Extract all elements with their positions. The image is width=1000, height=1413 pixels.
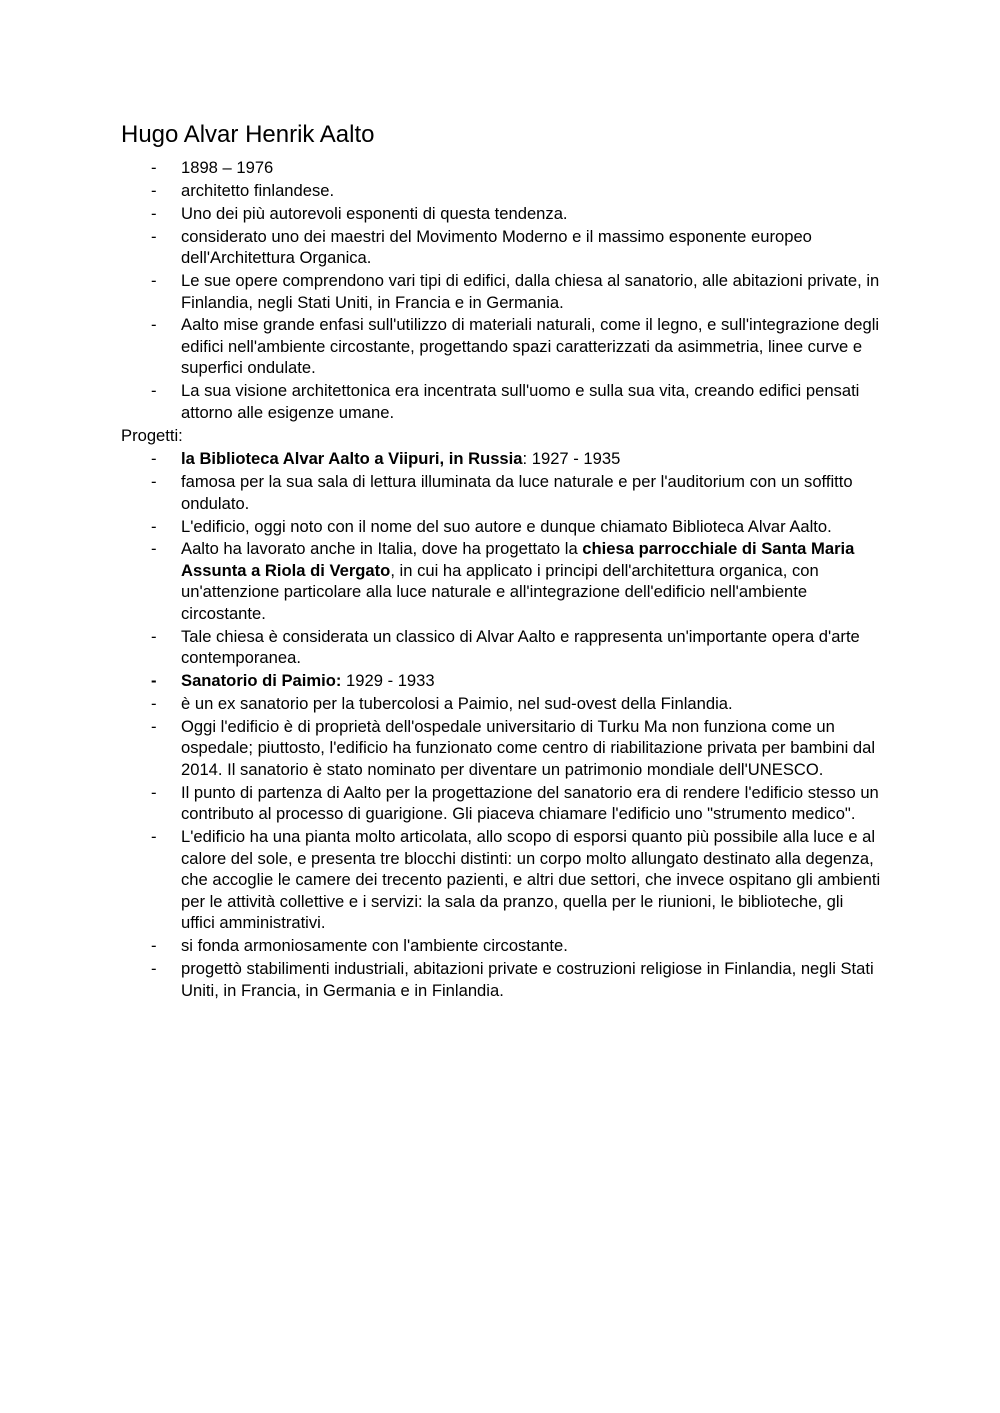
dash-bullet: - [151,180,157,200]
dash-bullet: - [151,782,157,802]
paimio-title: Sanatorio di Paimio: [181,671,342,691]
document-page [121,118,891,1002]
projects-heading: Progetti: [121,425,183,445]
list-item: - L'edificio ha una pianta molto articolata, allo scopo di esporsi quanto più possibile alla luce e al calore del sole, e presenta tre blocchi distinti: un corpo molto allungato destinato alla degenza, che accoglie le camere dei trecento pazienti, e altri due settori, che invece ospitano gli ambienti per le attività collettive e i servizi: la sala da pranzo, quella per le riunioni, le biblioteche, gli uffici amministrativi. [151,827,881,933]
dash-bullet: - [151,716,157,736]
list-item: - Uno dei più autorevoli esponenti di questa tendenza. [151,203,568,223]
library-title: la Biblioteca Alvar Aalto a Viipuri, in Russia [181,449,523,469]
dash-bullet: - [151,827,157,847]
dash-bullet: - [151,694,157,714]
dash-bullet: - [151,516,157,536]
list-item: - La sua visione architettonica era incentrata sull'uomo e sulla sua vita, creando edifici pensati attorno alle esigenze umane. [151,381,860,422]
list-item-italy: - Aalto ha lavorato anche in Italia, dove ha progettato la chiesa parrocchiale di Santa Maria Assunta a Riola di Vergato, in cui ha applicato i principi dell'architettura organica, con un'attenzione particolare alla luce naturale e all'integrazione dell'edificio nell'ambiente circostante. [151,539,855,623]
document-title: Hugo Alvar Henrik Aalto [121,121,375,148]
dash-bullet: - [151,449,157,469]
list-item-paimio [121,670,881,692]
list-item: - è un ex sanatorio per la tubercolosi a Paimio, nel sud-ovest della Finlandia. [151,694,733,714]
projects-list [121,448,891,1001]
list-item: - Le sue opere comprendono vari tipi di edifici, dalla chiesa al sanatorio, alle abitazioni private, in Finlandia, negli Stati Uniti, in Francia e in Germania. [151,271,880,312]
dash-bullet: - [151,936,157,956]
church-title: chiesa parrocchiale di Santa Maria Assunta a Riola di Vergato [181,539,855,580]
list-item-library [121,448,881,470]
list-item: - architetto finlandese. [151,180,335,200]
list-item: - Aalto mise grande enfasi sull'utilizzo di materiali naturali, come il legno, e sull'integrazione degli edifici nell'ambiente circostante, progettando spazi caratterizzati da asimmetria, linee curve e superfici ondulate. [151,315,880,378]
dash-bullet: - [151,626,157,646]
dash-bullet: - [151,381,157,401]
dash-bullet: - [151,271,157,291]
dash-bullet: - [151,959,157,979]
dash-bullet: - [151,315,157,335]
dash-bullet: - [151,203,157,223]
dash-bullet: - [151,158,157,177]
list-item: - considerato uno dei maestri del Movimento Moderno e il massimo esponente europeo dell'Architettura Organica. [151,226,812,268]
dash-bullet: - [151,671,157,691]
list-item: - Tale chiesa è considerata un classico di Alvar Aalto e rappresenta un'importante opera d'arte contemporanea. [151,626,860,668]
list-item: - Oggi l'edificio è di proprietà dell'ospedale universitario di Turku Ma non funziona come un ospedale; piuttosto, l'edificio ha funzionato come centro di riabilitazione privata per bambini dal 2014. Il sanatorio è stato nominato per diventare un patrimonio mondiale dell'UNESCO. [151,716,876,779]
list-item: - Il punto di partenza di Aalto per la progettazione del sanatorio era di rendere l'edificio stesso un contributo al processo di guarigione. Gli piaceva chiamare l'edificio uno "strumento medico". [151,782,879,824]
list-item: - progettò stabilimenti industriali, abitazioni private e costruzioni religiose in Finlandia, negli Stati Uniti, in Francia, in Germania e in Finlandia. [151,959,874,1000]
library-dates: : 1927 - 1935 [522,449,621,469]
list-item: - 1898 – 1976 [151,158,274,177]
dash-bullet: - [151,539,157,559]
list-item: - L'edificio, oggi noto con il nome del suo autore e dunque chiamato Biblioteca Alvar Aalto. [151,516,832,536]
dash-bullet: - [151,472,157,492]
list-item: - famosa per la sua sala di lettura illuminata da luce naturale e per l'auditorium con un soffitto ondulato. [151,472,853,513]
paimio-dates: 1929 - 1933 [341,671,435,691]
list-item: - si fonda armoniosamente con l'ambiente circostante. [151,936,568,956]
intro-list [121,157,891,423]
dash-bullet: - [151,226,157,246]
